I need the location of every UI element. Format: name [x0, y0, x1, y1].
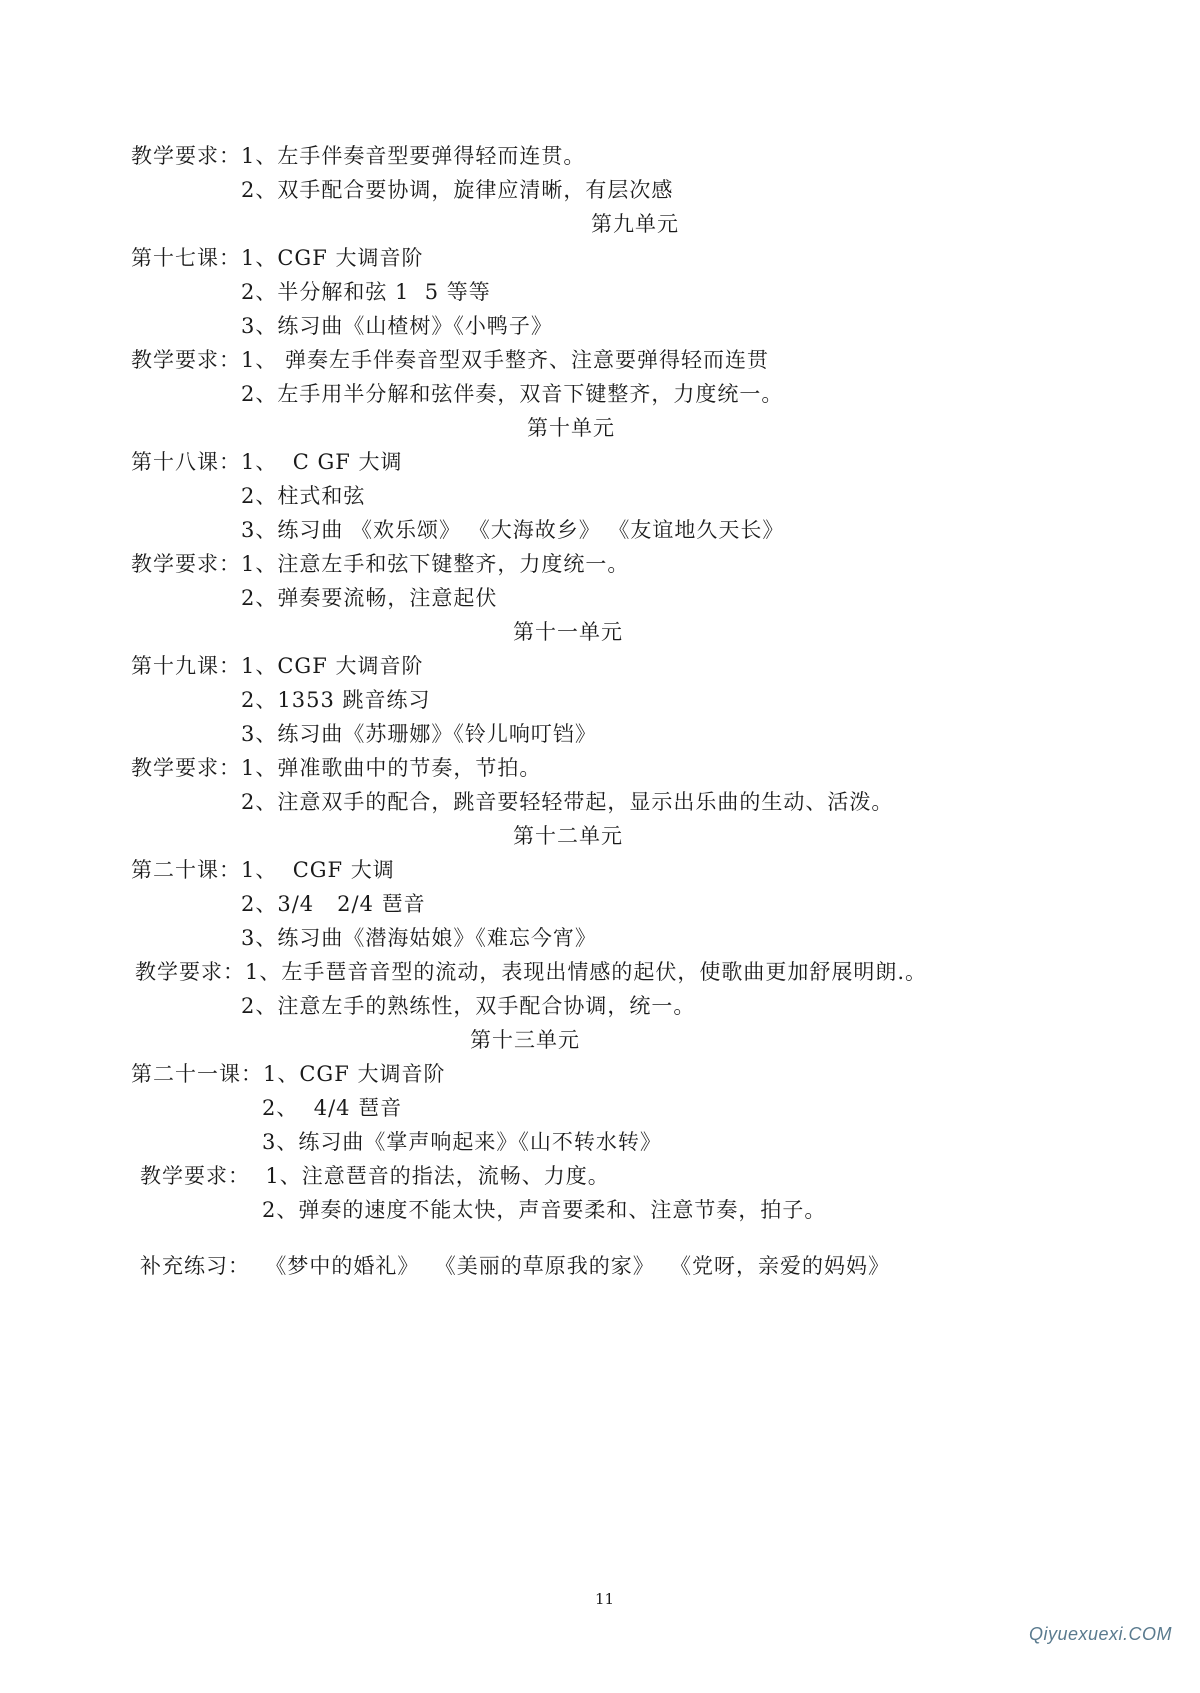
lesson-item: 3、练习曲《苏珊娜》《铃儿响叮铛》: [241, 722, 597, 746]
lesson-item: 3、练习曲 《欢乐颂》 《大海故乡》 《友谊地久天长》: [241, 518, 785, 542]
lesson-item: 2、半分解和弦 1 5 等等: [241, 280, 491, 304]
lesson-line: 第二十课：1、 CGF 大调: [131, 858, 395, 882]
page-number: 11: [595, 1590, 615, 1608]
lesson-line: 第十七课：1、CGF 大调音阶: [131, 246, 424, 270]
lesson-line: 第十八课：1、 C GF 大调: [131, 450, 403, 474]
lesson-item: 2、 4/4 琶音: [262, 1096, 403, 1120]
teaching-requirement-line: 教学要求： 1、注意琶音的指法，流畅、力度。: [140, 1164, 610, 1188]
lesson-item: 3、练习曲《掌声响起来》《山不转水转》: [262, 1130, 662, 1154]
lesson-item: 2、3/4 2/4 琶音: [241, 892, 426, 916]
lesson-line: 第二十一课：1、CGF 大调音阶: [131, 1062, 446, 1086]
unit-heading: 第十二单元: [513, 824, 623, 848]
lesson-item: 2、1353 跳音练习: [241, 688, 431, 712]
teaching-requirement-line: 教学要求：1、左手琶音音型的流动，表现出情感的起伏，使歌曲更加舒展明朗.。: [135, 960, 928, 984]
unit-heading: 第十三单元: [470, 1028, 580, 1052]
requirement-item: 2、注意左手的熟练性，双手配合协调，统一。: [241, 994, 696, 1018]
teaching-requirement-line: 教学要求：1、注意左手和弦下键整齐，力度统一。: [131, 552, 630, 576]
unit-heading: 第十单元: [527, 416, 615, 440]
lesson-line: 第十九课：1、CGF 大调音阶: [131, 654, 424, 678]
requirement-item: 2、注意双手的配合，跳音要轻轻带起，显示出乐曲的生动、活泼。: [241, 790, 894, 814]
lesson-item: 3、练习曲《潜海姑娘》《难忘今宵》: [241, 926, 597, 950]
requirement-item: 2、双手配合要协调，旋律应清晰，有层次感: [241, 178, 674, 202]
requirement-item: 2、弹奏要流畅，注意起伏: [241, 586, 498, 610]
teaching-requirement-line: 教学要求：1、 弹奏左手伴奏音型双手整齐、注意要弹得轻而连贯: [131, 348, 770, 372]
supplementary-practice: 补充练习： 《梦中的婚礼》 《美丽的草原我的家》 《党呀，亲爱的妈妈》: [140, 1254, 891, 1278]
teaching-requirement-line: 教学要求：1、左手伴奏音型要弹得轻而连贯。: [131, 144, 586, 168]
requirement-item: 2、左手用半分解和弦伴奏，双音下键整齐，力度统一。: [241, 382, 784, 406]
site-watermark: Qiyuexuexi.COM: [1028, 1624, 1172, 1644]
lesson-item: 3、练习曲《山楂树》《小鸭子》: [241, 314, 553, 338]
requirement-item: 2、弹奏的速度不能太快，声音要柔和、注意节奏，拍子。: [262, 1198, 827, 1222]
unit-heading: 第十一单元: [513, 620, 623, 644]
teaching-requirement-line: 教学要求：1、弹准歌曲中的节奏，节拍。: [131, 756, 542, 780]
lesson-item: 2、柱式和弦: [241, 484, 366, 508]
unit-heading: 第九单元: [591, 212, 679, 236]
